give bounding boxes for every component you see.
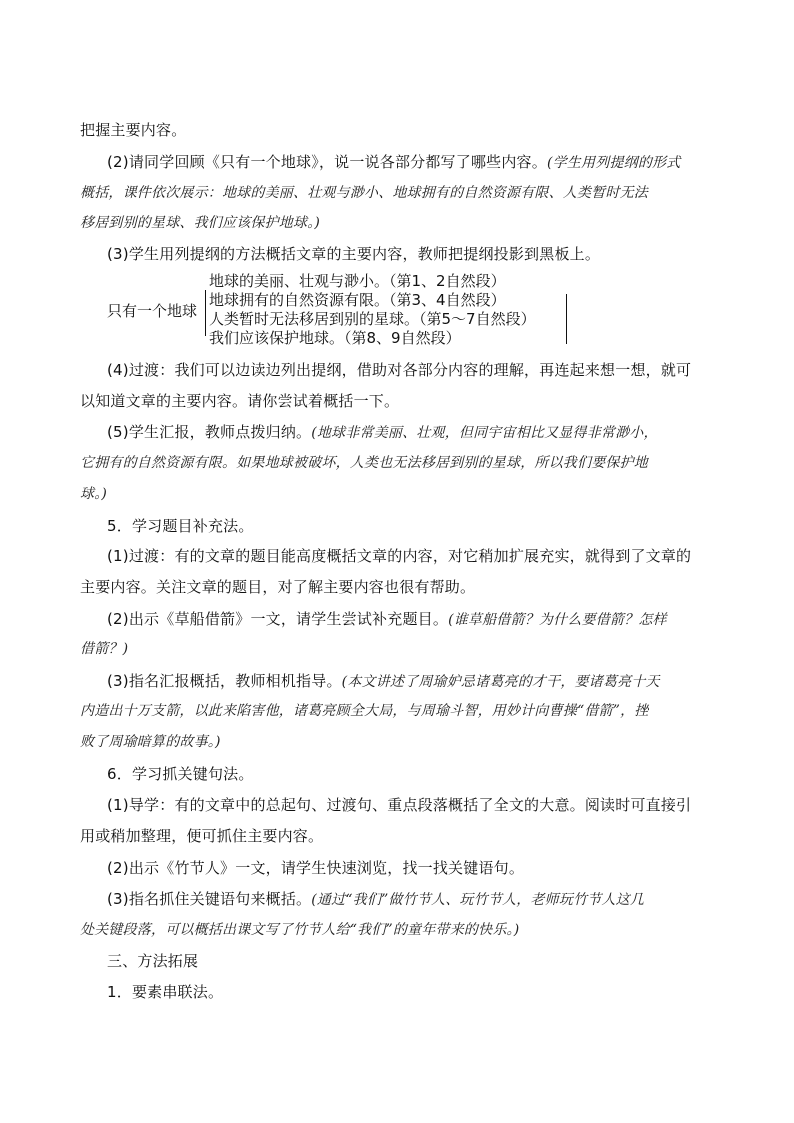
paragraph-text: (3)指名抓住关键语句来概括。 xyxy=(107,890,312,908)
paragraph-report xyxy=(107,422,658,443)
paragraph-outline-method: (3)学生用列提纲的方法概括文章的主要内容，教师把提纲投影到黑板上。 xyxy=(107,245,601,263)
paragraph-note-line: 它拥有的自然资源有限。如果地球被破坏，人类也无法移居到别的星球，所以我们要保护地 xyxy=(80,455,648,471)
paragraph-text: 把握主要内容。 xyxy=(80,121,187,139)
outline-root-label: 只有一个地球 xyxy=(107,302,198,320)
paragraph-text: (5)学生汇报，教师点拨归纳。 xyxy=(107,423,312,441)
paragraph-transition-cont: 以知道文章的主要内容。请你尝试着概括一下。 xyxy=(80,392,400,410)
paragraph-intro-end xyxy=(80,120,186,140)
outline-item: 我们应该保护地球。（第8、9自然段） xyxy=(209,329,461,347)
paragraph-note-line: 概括，课件依次展示：地球的美丽、壮观与渺小、地球拥有的自然资源有限、人类暂时无法 xyxy=(80,185,648,201)
paragraph-bamboo-man: (2)出示《竹节人》一文，请学生快速浏览，找一找关键语句。 xyxy=(107,859,525,877)
outline-item: 地球拥有的自然资源有限。（第3、4自然段） xyxy=(209,291,506,309)
paragraph-note-line: 球。) xyxy=(80,486,108,502)
paragraph-text: (3)指名汇报概括，教师相机指导。 xyxy=(107,672,342,690)
section-heading-element-chain: 1．要素串联法。 xyxy=(107,983,224,1001)
section-heading-method-extension: 三、方法拓展 xyxy=(107,952,199,970)
paragraph-text: (2)出示《草船借箭》一文，请学生尝试补充题目。 xyxy=(107,610,449,628)
paragraph-boat-arrows xyxy=(107,609,667,630)
paragraph-note: (通过“我们”做竹节人、玩竹节人，老师玩竹节人这几 xyxy=(311,892,645,908)
section-heading-key-sentence: 6．学习抓关键句法。 xyxy=(107,765,254,783)
paragraph-note: (本文讲述了周瑜妒忌诸葛亮的才干，要诸葛亮十天 xyxy=(341,674,660,690)
paragraph-note-line: 败了周瑜暗算的故事。) xyxy=(80,734,221,750)
paragraph-note: (学生用列提纲的形式 xyxy=(546,155,681,171)
outline-item: 地球的美丽、壮观与渺小。（第1、2自然段） xyxy=(209,272,506,290)
paragraph-review-prompt xyxy=(107,152,680,173)
paragraph-note-line: 借箭？) xyxy=(80,641,129,657)
paragraph-title-transition: (1)过渡：有的文章的题目能高度概括文章的内容，对它稍加扩展充实，就得到了文章的 xyxy=(107,547,692,565)
paragraph-title-transition-cont: 主要内容。关注文章的题目，对了解主要内容也很有帮助。 xyxy=(80,578,476,596)
outline-diagram xyxy=(107,274,577,352)
paragraph-guided-study: (1)导学：有的文章中的总起句、过渡句、重点段落概括了全文的大意。阅读时可直接引 xyxy=(107,796,692,814)
paragraph-transition: (4)过渡：我们可以边读边列出提纲，借助对各部分内容的理解，再连起来想一想，就可 xyxy=(107,361,692,379)
paragraph-summary-guidance xyxy=(107,671,660,692)
paragraph-note-line: 内造出十万支箭，以此来陷害他，诸葛亮顾全大局，与周瑜斗智，用妙计向曹操“借箭”，挫 xyxy=(80,703,649,719)
paragraph-guided-study-cont: 用或稍加整理，便可抓住主要内容。 xyxy=(80,827,324,845)
section-heading-title-method: 5．学习题目补充法。 xyxy=(107,517,254,535)
paragraph-text: (2)请同学回顾《只有一个地球》，说一说各部分都写了哪些内容。 xyxy=(107,153,547,171)
paragraph-note-line: 移居到别的星球、我们应该保护地球。) xyxy=(80,215,321,231)
paragraph-key-summary xyxy=(107,889,644,910)
paragraph-note: (谁草船借箭？为什么要借箭？怎样 xyxy=(448,612,667,628)
outline-right-brace xyxy=(560,294,567,344)
outline-item: 人类暂时无法移居到别的星球。（第5～7自然段） xyxy=(209,310,536,328)
paragraph-note: (地球非常美丽、壮观，但同宇宙相比又显得非常渺小， xyxy=(311,425,658,441)
paragraph-note-line: 处关键段落，可以概括出课文写了竹节人给“我们”的童年带来的快乐。) xyxy=(80,922,520,938)
